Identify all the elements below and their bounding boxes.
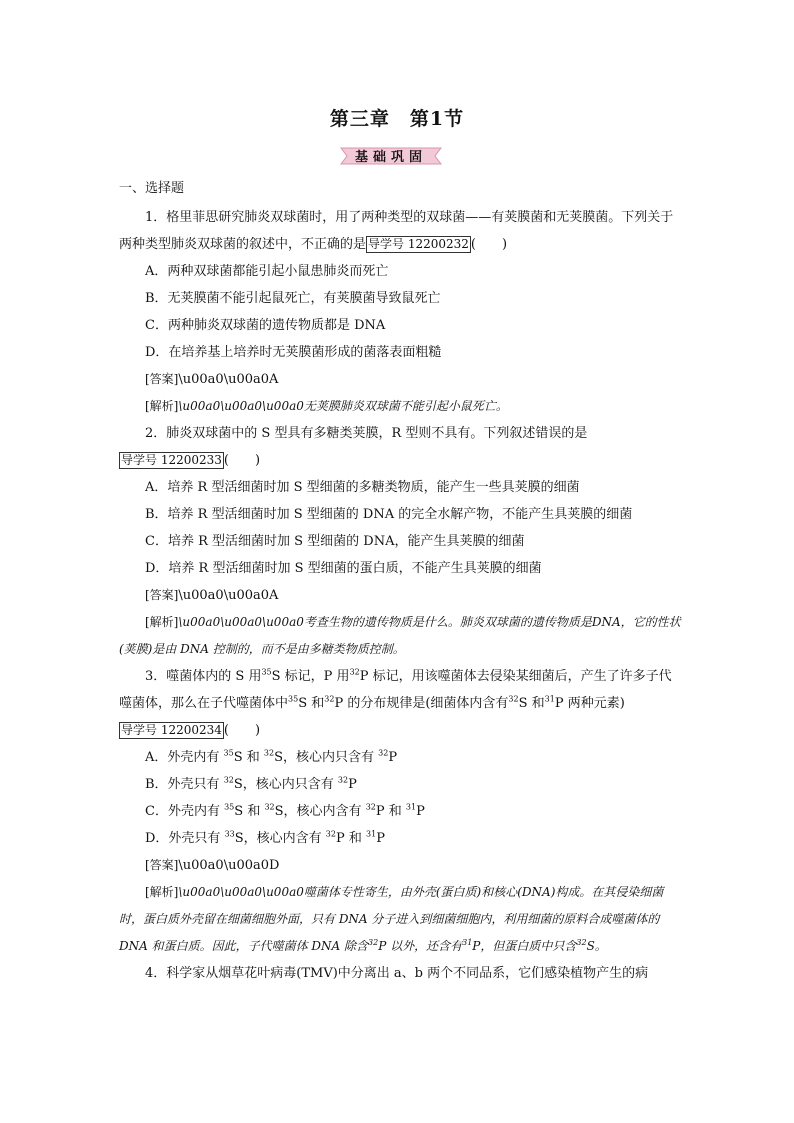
- isotope-mass: 31: [405, 802, 417, 812]
- isotope-mass: 35: [223, 748, 234, 758]
- answer-paren: ( ): [223, 453, 261, 468]
- q3-text-part: S 和: [518, 696, 545, 711]
- isotope-mass: 32: [263, 748, 275, 758]
- answer-value: D: [269, 858, 280, 873]
- isotope-mass: 32: [508, 694, 519, 704]
- explain-text: S。: [586, 939, 607, 953]
- opt-text: S，核心内含有: [234, 831, 326, 846]
- q3-text-part: P 的分布规律是(细菌体内含有: [334, 696, 509, 711]
- q3-option-b: [119, 771, 681, 798]
- q3-answer: [答案]\u00a0\u00a0D: [145, 858, 280, 873]
- q2-option-b: B．培养 R 型活细菌时加 S 型细菌的 DNA 的完全水解产物，不能产生具荚膜的细菌: [145, 507, 633, 522]
- question-3: [119, 663, 681, 744]
- isotope-mass: 35: [224, 802, 235, 812]
- q3-text-part: P 两种元素): [554, 696, 625, 711]
- isotope-mass: 32: [324, 694, 335, 704]
- opt-text: S 和: [234, 804, 265, 819]
- q1-option-d: D．在培养基上培养时无荚膜菌形成的菌落表面粗糙: [145, 345, 442, 360]
- opt-text: B．外壳只有: [145, 777, 224, 792]
- opt-text: P 和: [335, 831, 366, 846]
- guide-number-3: 导学号 12200234: [121, 723, 222, 737]
- question-1: [119, 204, 681, 258]
- q3-text-part: P 标记，用该噬菌体去侵染某细菌后，产生了许多子代噬菌体，那么在子代噬菌体中: [119, 669, 672, 711]
- q1-answer: [答案]\u00a0\u00a0A: [145, 372, 279, 387]
- explain-text: 无荚膜肺炎双球菌不能引起小鼠死亡。: [303, 399, 508, 413]
- guide-number-2: 导学号 12200233: [121, 453, 222, 467]
- question-list: [119, 180, 681, 987]
- explain-tag: [解析]: [145, 399, 179, 413]
- q1-option-b: B．无荚膜菌不能引起鼠死亡，有荚膜菌导致鼠死亡: [145, 291, 441, 306]
- isotope-mass: 31: [462, 938, 473, 947]
- isotope-mass: 31: [544, 694, 555, 704]
- q3-option-a: [119, 744, 681, 771]
- q1-explanation: [解析]\u00a0\u00a0\u00a0无荚膜肺炎双球菌不能引起小鼠死亡。: [145, 399, 508, 413]
- isotope-mass: 32: [576, 938, 587, 947]
- q2-option-d: D．培养 R 型活细菌时加 S 型细菌的蛋白质，不能产生具荚膜的细菌: [145, 561, 542, 576]
- explain-tag: [解析]: [145, 615, 179, 629]
- answer-tag: [答案]: [145, 858, 179, 872]
- answer-paren: ( ): [223, 723, 261, 738]
- section-banner: [337, 145, 445, 167]
- opt-text: P: [416, 804, 425, 819]
- q3-text-part: 3．噬菌体内的 S 用: [145, 669, 262, 684]
- q3-text-part: S 和: [298, 696, 325, 711]
- opt-text: S，核心内含有: [274, 804, 366, 819]
- opt-text: P: [376, 831, 385, 846]
- isotope-mass: 32: [223, 775, 234, 785]
- isotope-mass: 33: [224, 829, 235, 839]
- explain-tag: [解析]: [145, 885, 179, 899]
- q2-option-a: A．培养 R 型活细菌时加 S 型细菌的多糖类物质，能产生一些具荚膜的细菌: [145, 480, 580, 495]
- q1-option-c: C．两种肺炎双球菌的遗传物质都是 DNA: [145, 318, 386, 333]
- isotope-mass: 32: [365, 802, 376, 812]
- page-title: 第三章 第1节: [329, 108, 465, 130]
- isotope-mass: 32: [349, 667, 360, 677]
- isotope-mass: 31: [366, 829, 377, 839]
- q2-answer: [答案]\u00a0\u00a0A: [145, 588, 279, 603]
- section-heading: 一、选择题: [119, 181, 185, 196]
- isotope-mass: 32: [264, 802, 275, 812]
- q3-option-c: [119, 798, 681, 825]
- question-2: [119, 420, 681, 474]
- isotope-mass: 32: [368, 938, 379, 947]
- opt-text: C．外壳内有: [145, 804, 225, 819]
- q3-text-part: S 标记，P 用: [271, 669, 350, 684]
- isotope-mass: 35: [261, 667, 272, 677]
- question-4: 4．科学家从烟草花叶病毒(TMV)中分离出 a、b 两个不同品系，它们感染植物产生的病: [145, 966, 649, 981]
- q2-explanation: [解析]\u00a0\u00a0\u00a0考查生物的遗传物质是什么。肺炎双球菌的遗传物质是DNA，它的性状(荚膜)是由 DNA 控制的，而不是由多糖类物质控制。: [119, 615, 681, 656]
- isotope-mass: 35: [288, 694, 299, 704]
- answer-value: A: [269, 372, 279, 387]
- explain-text: P 以外，还含有: [378, 939, 463, 953]
- q1-option-a: A．两种双球菌都能引起小鼠患肺炎而死亡: [145, 264, 389, 279]
- q2-option-c: C．培养 R 型活细菌时加 S 型细菌的 DNA，能产生具荚膜的细菌: [145, 534, 525, 549]
- opt-text: S，核心内只含有: [233, 777, 338, 792]
- question-2-text: 2．肺炎双球菌中的 S 型具有多糖类荚膜，R 型则不具有。下列叙述错误的是: [145, 426, 588, 441]
- q3-explanation: [解析]\u00a0\u00a0\u00a0噬菌体专性寄生，由外壳(蛋白质)和核心(DNA)构成。在其侵染细菌时，蛋白质外壳留在细菌细胞外面，只有 DNA 分子进入到细菌细胞内，利用细菌的原料合成噬菌体的 DNA 和蛋白质。因此，子代噬菌体 DNA 除含$^{32}$P 以外，还含有$^{31}$P，但蛋白质中只含$^{32}$S。: [119, 885, 664, 953]
- opt-text: P: [388, 750, 398, 765]
- guide-number-1: 导学号 12200232: [368, 237, 469, 251]
- isotope-mass: 32: [378, 748, 389, 758]
- answer-tag: [答案]: [145, 588, 179, 602]
- answer-value: A: [269, 588, 279, 603]
- opt-text: S 和: [233, 750, 264, 765]
- opt-text: P: [348, 777, 357, 792]
- isotope-mass: 32: [337, 775, 349, 785]
- answer-tag: [答案]: [145, 372, 179, 386]
- banner-label: 基础巩固: [354, 150, 427, 165]
- explain-text: 噬菌体专性寄生，由外壳(蛋白质)和核心(DNA)构成。在其侵染细菌时，蛋白质外壳留在细菌细胞外面，只有 DNA 分子进入到细菌细胞内，利用细菌的原料合成噬菌体的 DNA 和蛋白质。因此，子代噬菌体 DNA 除含: [119, 885, 664, 953]
- opt-text: P 和: [375, 804, 406, 819]
- q3-option-d: [119, 825, 681, 852]
- isotope-mass: 32: [325, 829, 336, 839]
- explain-text: P，但蛋白质中只含: [472, 939, 577, 953]
- explain-text: 考查生物的遗传物质是什么。肺炎双球菌的遗传物质是DNA，它的性状(荚膜)是由 DNA 控制的，而不是由多糖类物质控制。: [119, 615, 681, 656]
- opt-text: D．外壳只有: [145, 831, 225, 846]
- opt-text: S，核心内只含有: [274, 750, 379, 765]
- question-1-text: 1．格里菲思研究肺炎双球菌时，用了两种类型的双球菌——有荚膜菌和无荚膜菌。下列关于两种类型肺炎双球菌的叙述中，不正确的是: [119, 210, 674, 252]
- answer-paren: ( ): [470, 237, 508, 252]
- opt-text: A．外壳内有: [145, 750, 224, 765]
